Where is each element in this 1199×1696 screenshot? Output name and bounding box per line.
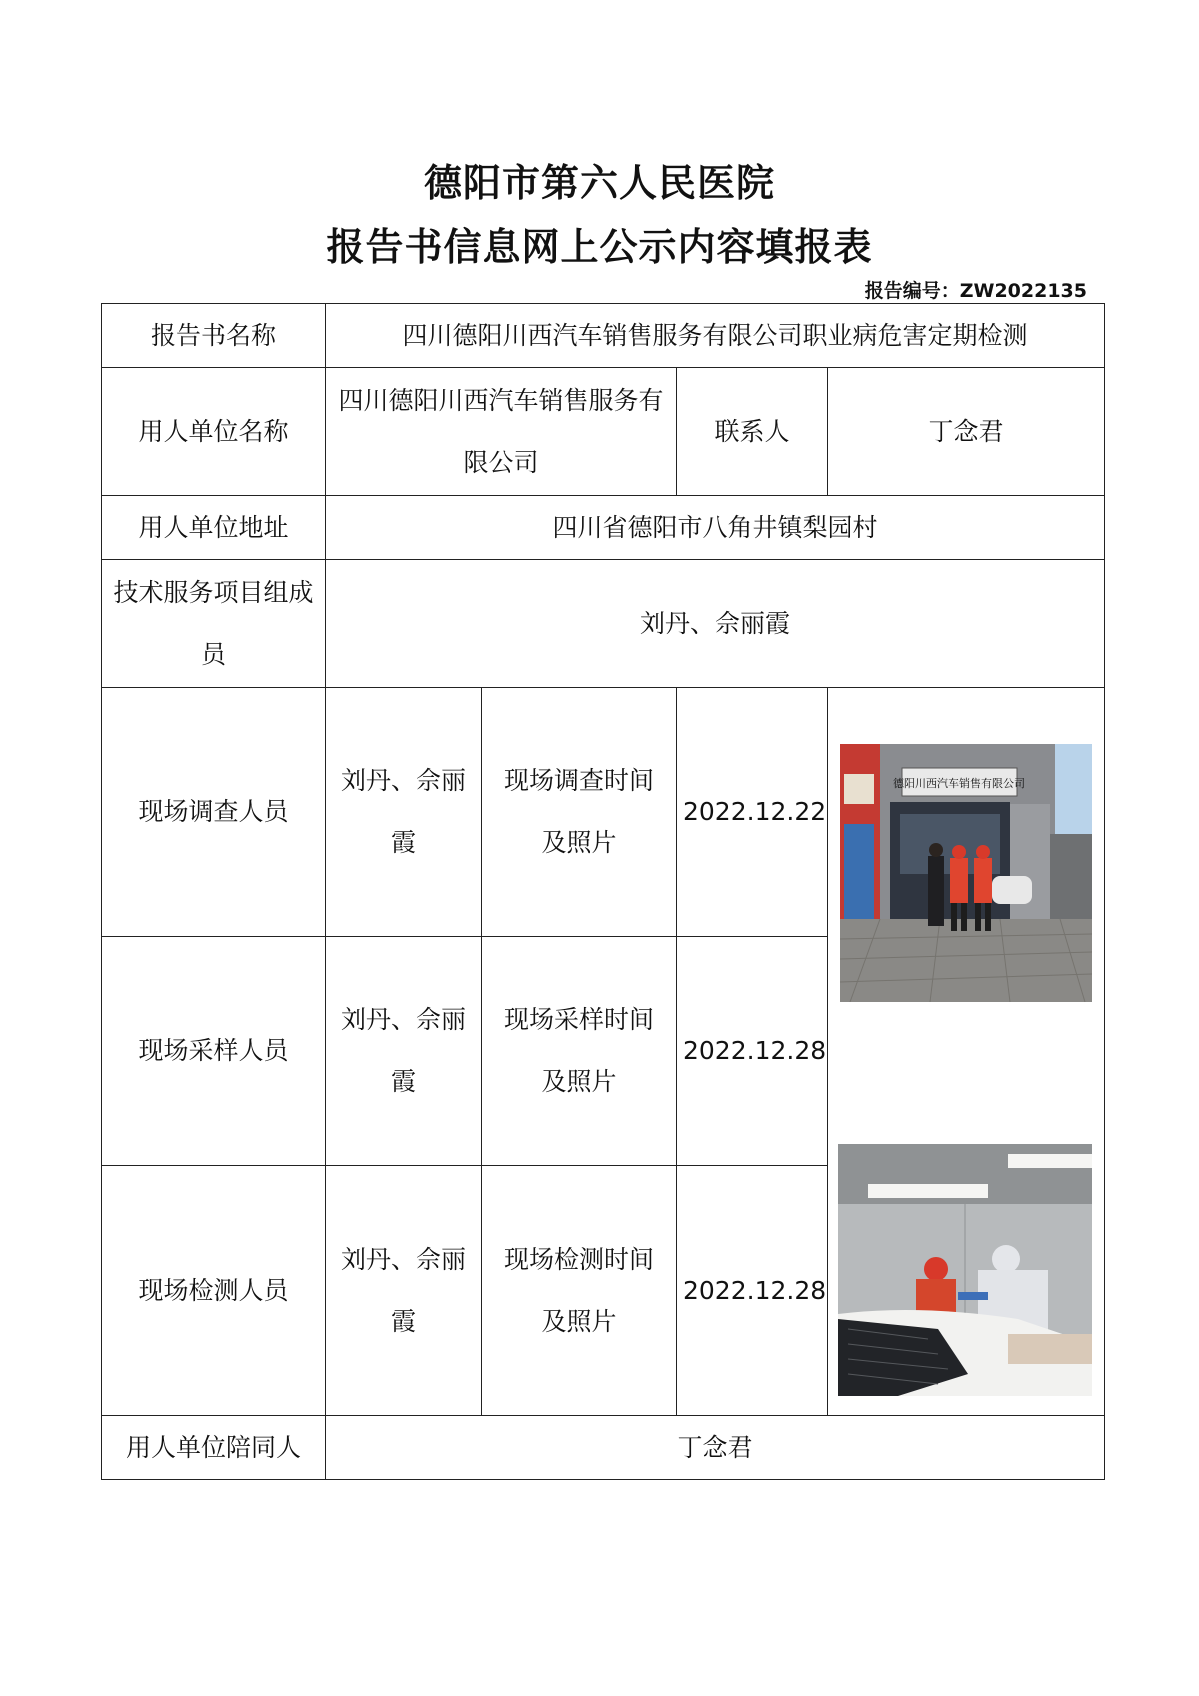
document-title-line2: 报告书信息网上公示内容填报表	[326, 225, 873, 269]
employer-address-value: 四川省德阳市八角井镇梨园村	[326, 496, 1105, 560]
survey-staff: 刘丹、佘丽霞	[326, 688, 482, 937]
testing-label: 现场检测人员	[102, 1166, 326, 1416]
sampling-time-label: 现场采样时间及照片	[482, 937, 677, 1166]
employer-name-label: 用人单位名称	[102, 368, 326, 496]
survey-date: 2022.12.22	[677, 688, 828, 937]
row-employer-address	[102, 496, 1105, 560]
row-report-name	[102, 304, 1105, 368]
storefront-sign-text: 德阳川西汽车销售有限公司	[893, 777, 1025, 790]
accompany-label: 用人单位陪同人	[102, 1416, 326, 1480]
row-survey	[102, 688, 1105, 937]
contact-label: 联系人	[677, 368, 828, 496]
row-accompany	[102, 1416, 1105, 1480]
info-form-table	[101, 303, 1105, 1480]
testing-site-photo	[838, 1144, 1092, 1396]
survey-label: 现场调查人员	[102, 688, 326, 937]
sampling-date: 2022.12.28	[677, 937, 828, 1166]
sampling-staff: 刘丹、佘丽霞	[326, 937, 482, 1166]
testing-time-label: 现场检测时间及照片	[482, 1166, 677, 1416]
testing-date: 2022.12.28	[677, 1166, 828, 1416]
storefront-photo	[840, 744, 1092, 1002]
contact-value: 丁念君	[828, 368, 1105, 496]
team-label: 技术服务项目组成员	[102, 560, 326, 688]
row-employer-name	[102, 368, 1105, 496]
employer-name-value: 四川德阳川西汽车销售服务有限公司	[326, 368, 677, 496]
photos-cell	[828, 688, 1105, 1416]
accompany-value: 丁念君	[326, 1416, 1105, 1480]
team-value: 刘丹、佘丽霞	[326, 560, 1105, 688]
employer-address-label: 用人单位地址	[102, 496, 326, 560]
survey-time-label: 现场调查时间及照片	[482, 688, 677, 937]
row-team	[102, 560, 1105, 688]
sampling-label: 现场采样人员	[102, 937, 326, 1166]
report-name-value: 四川德阳川西汽车销售服务有限公司职业病危害定期检测	[326, 304, 1105, 368]
report-number: 报告编号：ZW2022135	[864, 280, 1087, 302]
report-name-label: 报告书名称	[102, 304, 326, 368]
document-title-line1: 德阳市第六人民医院	[423, 161, 775, 205]
testing-staff: 刘丹、佘丽霞	[326, 1166, 482, 1416]
